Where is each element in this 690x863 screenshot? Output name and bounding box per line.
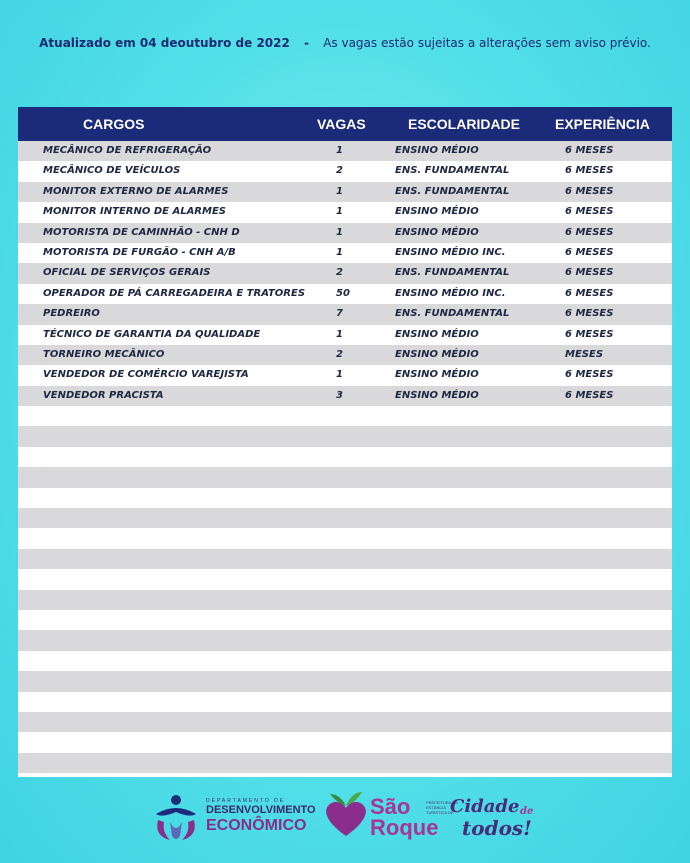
logo1-line3: ECONÔMICO <box>206 817 307 834</box>
logo2-line1: São <box>370 794 411 819</box>
cell-experiencia: 6 MESES <box>565 267 614 279</box>
cell-escolaridade: ENSINO MÉDIO <box>395 369 479 381</box>
empty-row <box>18 447 672 467</box>
empty-row <box>18 671 672 691</box>
table-row <box>18 284 672 304</box>
cell-escolaridade: ENS. FUNDAMENTAL <box>395 308 510 320</box>
cell-escolaridade: ENS. FUNDAMENTAL <box>395 267 510 279</box>
table-row <box>18 325 672 345</box>
logo3-line3: todos! <box>462 816 532 840</box>
empty-row <box>18 712 672 732</box>
cell-vagas: 7 <box>336 308 343 320</box>
table-row <box>18 365 672 385</box>
empty-row <box>18 406 672 426</box>
cell-cargo: OPERADOR DE PÁ CARREGADEIRA E TRATORES <box>43 287 306 299</box>
cell-experiencia: 6 MESES <box>565 226 614 238</box>
table-body <box>18 141 672 773</box>
table-row <box>18 386 672 406</box>
jobs-table <box>18 107 672 777</box>
cell-vagas: 1 <box>336 206 343 218</box>
people-circle-icon <box>150 792 202 844</box>
empty-row <box>18 528 672 548</box>
cell-experiencia: 6 MESES <box>565 165 614 177</box>
cell-vagas: 1 <box>336 145 343 156</box>
cell-vagas: 2 <box>336 348 343 360</box>
cell-experiencia: 6 MESES <box>565 145 614 156</box>
heart-leaf-icon <box>322 788 370 840</box>
cell-escolaridade: ENSINO MÉDIO INC. <box>395 246 506 258</box>
cell-vagas: 2 <box>336 267 343 279</box>
desenvolvimento-economico-logo <box>150 792 316 844</box>
col-cargos: CARGOS <box>83 116 145 132</box>
cell-escolaridade: ENSINO MÉDIO <box>395 206 479 218</box>
empty-row <box>18 651 672 671</box>
cell-cargo: VENDEDOR PRACISTA <box>43 389 164 401</box>
cell-cargo: MECÂNICO DE REFRIGERAÇÃO <box>43 145 212 156</box>
empty-row <box>18 732 672 752</box>
col-experiencia: EXPERIÊNCIA <box>555 116 650 132</box>
cell-experiencia: 6 MESES <box>565 185 614 197</box>
cell-vagas: 1 <box>336 246 343 258</box>
empty-row <box>18 488 672 508</box>
update-date: Atualizado em 04 deoutubro de 2022 <box>39 36 290 50</box>
empty-row <box>18 426 672 446</box>
cell-vagas: 1 <box>336 328 343 340</box>
logo2-line2: Roque <box>370 815 439 840</box>
table-row <box>18 345 672 365</box>
cell-cargo: MOTORISTA DE FURGÃO - CNH A/B <box>43 246 236 258</box>
table-header <box>18 107 672 141</box>
empty-row <box>18 508 672 528</box>
cell-cargo: MONITOR EXTERNO DE ALARMES <box>43 185 229 197</box>
cell-experiencia: 6 MESES <box>565 369 614 381</box>
cell-cargo: MONITOR INTERNO DE ALARMES <box>43 206 226 218</box>
cell-vagas: 50 <box>336 287 350 299</box>
logo1-line2: DESENVOLVIMENTO <box>206 804 316 816</box>
cell-cargo: VENDEDOR DE COMÉRCIO VAREJISTA <box>43 369 249 381</box>
cell-escolaridade: ENS. FUNDAMENTAL <box>395 185 510 197</box>
table-row <box>18 223 672 243</box>
cell-cargo: MECÂNICO DE VEÍCULOS <box>43 165 181 177</box>
table-row <box>18 182 672 202</box>
disclaimer: As vagas estão sujeitas a alterações sem aviso prévio. <box>323 36 651 50</box>
cell-cargo: TÉCNICO DE GARANTIA DA QUALIDADE <box>43 328 261 340</box>
table-row <box>18 304 672 324</box>
logo3-line1: Cidade <box>450 796 520 817</box>
cell-cargo: PEDREIRO <box>43 308 100 320</box>
cell-experiencia: 6 MESES <box>565 287 614 299</box>
logo2-small-text: PREFEITURA DA ESTÂNCIA TURÍSTICA DE <box>426 800 458 815</box>
table-row <box>18 202 672 222</box>
logo1-line1: DEPARTAMENTO DE <box>206 798 286 804</box>
empty-row <box>18 467 672 487</box>
cell-cargo: MOTORISTA DE CAMINHÃO - CNH D <box>43 226 240 238</box>
col-escolaridade: ESCOLARIDADE <box>408 116 521 132</box>
cell-experiencia: MESES <box>565 348 604 360</box>
cell-experiencia: 6 MESES <box>565 308 614 320</box>
empty-row <box>18 630 672 650</box>
empty-row <box>18 610 672 630</box>
cell-experiencia: 6 MESES <box>565 389 614 401</box>
empty-row <box>18 692 672 712</box>
empty-row <box>18 590 672 610</box>
cell-vagas: 1 <box>336 185 343 197</box>
sao-roque-logo <box>322 788 458 844</box>
update-notice <box>0 36 690 50</box>
cell-escolaridade: ENSINO MÉDIO <box>395 348 479 360</box>
empty-row <box>18 753 672 773</box>
separator: - <box>304 36 310 50</box>
cell-vagas: 2 <box>336 165 343 177</box>
table-row <box>18 263 672 283</box>
cell-experiencia: 6 MESES <box>565 246 614 258</box>
empty-row <box>18 569 672 589</box>
cell-vagas: 1 <box>336 226 343 238</box>
cell-escolaridade: ENSINO MÉDIO <box>395 328 479 340</box>
cidade-de-todos-logo <box>450 792 560 844</box>
cell-escolaridade: ENSINO MÉDIO <box>395 145 479 156</box>
logo3-line2: de <box>520 806 534 817</box>
empty-row <box>18 549 672 569</box>
cell-escolaridade: ENSINO MÉDIO <box>395 389 479 401</box>
cell-escolaridade: ENSINO MÉDIO INC. <box>395 287 506 299</box>
cell-vagas: 1 <box>336 369 343 381</box>
cell-experiencia: 6 MESES <box>565 328 614 340</box>
cell-cargo: OFICIAL DE SERVIÇOS GERAIS <box>43 267 211 279</box>
table-row <box>18 243 672 263</box>
cell-cargo: TORNEIRO MECÂNICO <box>43 348 165 360</box>
table-row <box>18 161 672 181</box>
footer-logos <box>0 788 690 848</box>
cell-experiencia: 6 MESES <box>565 206 614 218</box>
cell-escolaridade: ENS. FUNDAMENTAL <box>395 165 510 177</box>
cell-escolaridade: ENSINO MÉDIO <box>395 226 479 238</box>
table-row <box>18 141 672 161</box>
cell-vagas: 3 <box>336 389 343 401</box>
col-vagas: VAGAS <box>317 116 366 132</box>
